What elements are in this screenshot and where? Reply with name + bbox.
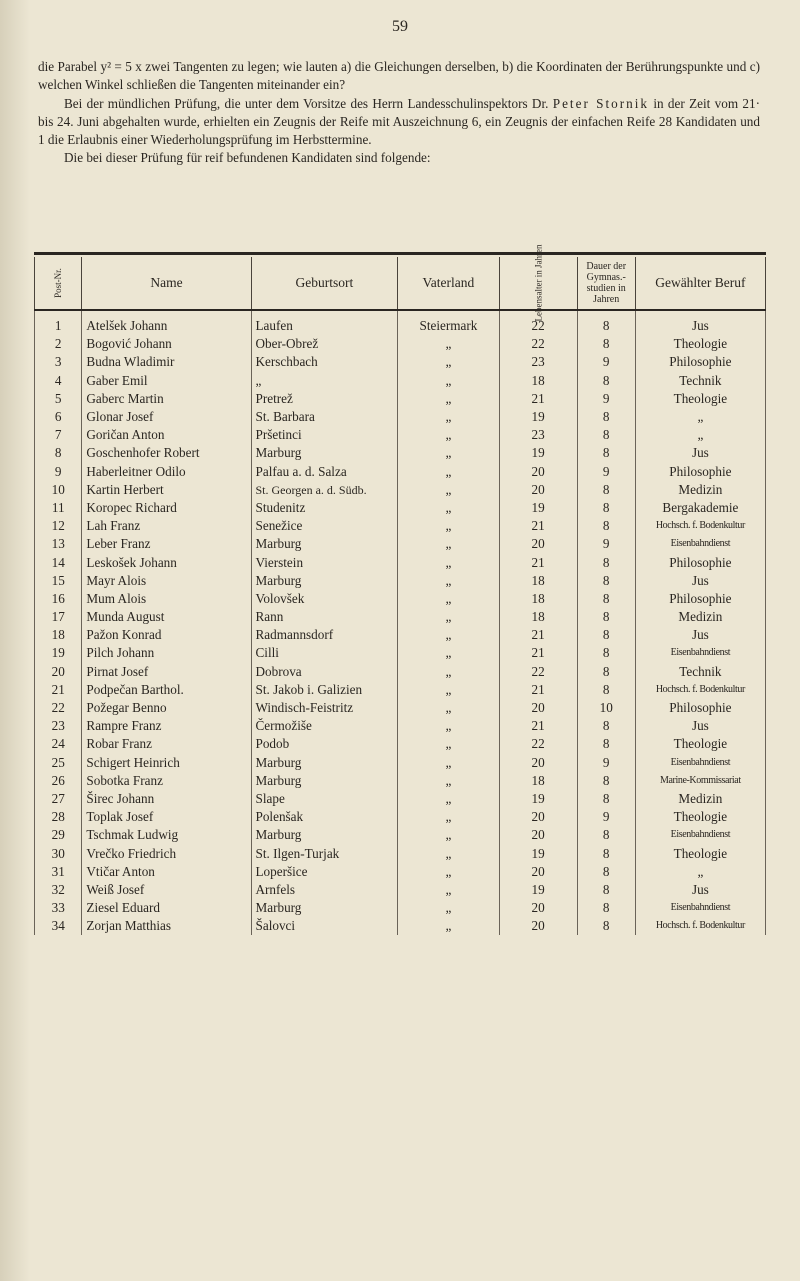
- cell-country: „: [398, 517, 499, 535]
- cell-profession: Theologie: [635, 390, 765, 408]
- cell-name: Požegar Benno: [82, 699, 251, 717]
- cell-duration: 9: [577, 754, 635, 772]
- cell-name: Gaberc Martin: [82, 390, 251, 408]
- cell-age: 19: [499, 499, 577, 517]
- cell-post-nr: 12: [35, 517, 82, 535]
- cell-profession: Jus: [635, 717, 765, 735]
- table-row: [35, 790, 766, 808]
- cell-birthplace: Podob: [251, 735, 398, 753]
- table-row: [35, 717, 766, 735]
- cell-post-nr: 6: [35, 408, 82, 426]
- cell-age: 22: [499, 310, 577, 335]
- cell-duration: 9: [577, 463, 635, 481]
- cell-name: Schigert Heinrich: [82, 754, 251, 772]
- cell-birthplace: Marburg: [251, 772, 398, 790]
- cell-birthplace: Dobrova: [251, 663, 398, 681]
- cell-duration: 8: [577, 517, 635, 535]
- cell-profession: Technik: [635, 372, 765, 390]
- cell-name: Munda August: [82, 608, 251, 626]
- cell-country: „: [398, 535, 499, 553]
- header-post-nr: Post-Nr.: [35, 257, 82, 310]
- cell-name: Zorjan Matthias: [82, 917, 251, 935]
- cell-age: 19: [499, 408, 577, 426]
- cell-duration: 8: [577, 717, 635, 735]
- table-row: [35, 590, 766, 608]
- cell-birthplace: St. Georgen a. d. Südb.: [251, 481, 398, 499]
- table-top-rule: [34, 252, 766, 255]
- cell-birthplace: „: [251, 372, 398, 390]
- cell-post-nr: 22: [35, 699, 82, 717]
- cell-profession: Jus: [635, 310, 765, 335]
- cell-name: Atelšek Johann: [82, 310, 251, 335]
- cell-country: „: [398, 663, 499, 681]
- table-row: [35, 663, 766, 681]
- cell-age: 22: [499, 663, 577, 681]
- cell-age: 23: [499, 426, 577, 444]
- cell-country: „: [398, 754, 499, 772]
- table-header-row: [35, 257, 766, 310]
- cell-post-nr: 24: [35, 735, 82, 753]
- cell-duration: 8: [577, 772, 635, 790]
- cell-post-nr: 5: [35, 390, 82, 408]
- cell-country: „: [398, 772, 499, 790]
- cell-birthplace: Pršetinci: [251, 426, 398, 444]
- cell-age: 18: [499, 572, 577, 590]
- cell-name: Leber Franz: [82, 535, 251, 553]
- cell-age: 20: [499, 863, 577, 881]
- cell-age: 18: [499, 590, 577, 608]
- table-row: [35, 572, 766, 590]
- cell-age: 22: [499, 735, 577, 753]
- cell-age: 18: [499, 608, 577, 626]
- cell-birthplace: Loperšice: [251, 863, 398, 881]
- cell-post-nr: 27: [35, 790, 82, 808]
- cell-name: Weiß Josef: [82, 881, 251, 899]
- cell-country: „: [398, 408, 499, 426]
- cell-birthplace: Marburg: [251, 826, 398, 844]
- cell-post-nr: 7: [35, 426, 82, 444]
- cell-country: „: [398, 481, 499, 499]
- cell-post-nr: 25: [35, 754, 82, 772]
- cell-duration: 8: [577, 553, 635, 571]
- cell-profession: Philosophie: [635, 353, 765, 371]
- cell-profession: „: [635, 408, 765, 426]
- cell-birthplace: Rann: [251, 608, 398, 626]
- cell-post-nr: 11: [35, 499, 82, 517]
- cell-profession: Hochsch. f. Bodenkultur: [635, 517, 765, 535]
- cell-age: 20: [499, 699, 577, 717]
- cell-name: Mayr Alois: [82, 572, 251, 590]
- cell-post-nr: 20: [35, 663, 82, 681]
- cell-country: „: [398, 426, 499, 444]
- cell-country: „: [398, 626, 499, 644]
- cell-age: 21: [499, 553, 577, 571]
- cell-post-nr: 30: [35, 844, 82, 862]
- page-number: 59: [392, 18, 408, 35]
- cell-post-nr: 34: [35, 917, 82, 935]
- cell-name: Tschmak Ludwig: [82, 826, 251, 844]
- cell-profession: Technik: [635, 663, 765, 681]
- table-row: [35, 681, 766, 699]
- table-row: [35, 408, 766, 426]
- cell-country: „: [398, 372, 499, 390]
- cell-duration: 8: [577, 826, 635, 844]
- table-row: [35, 644, 766, 662]
- cell-profession: Eisenbahndienst: [635, 535, 765, 553]
- cell-duration: 8: [577, 917, 635, 935]
- cell-age: 19: [499, 790, 577, 808]
- cell-duration: 8: [577, 644, 635, 662]
- cell-duration: 8: [577, 426, 635, 444]
- cell-profession: Theologie: [635, 844, 765, 862]
- cell-country: „: [398, 808, 499, 826]
- cell-country: „: [398, 863, 499, 881]
- cell-duration: 8: [577, 626, 635, 644]
- cell-name: Koropec Richard: [82, 499, 251, 517]
- cell-country: „: [398, 917, 499, 935]
- table-row: [35, 772, 766, 790]
- table-row: [35, 353, 766, 371]
- cell-post-nr: 15: [35, 572, 82, 590]
- cell-post-nr: 28: [35, 808, 82, 826]
- cell-birthplace: Marburg: [251, 754, 398, 772]
- cell-birthplace: Volovšek: [251, 590, 398, 608]
- cell-post-nr: 3: [35, 353, 82, 371]
- cell-profession: Hochsch. f. Bodenkultur: [635, 917, 765, 935]
- header-age: Lebensalter in Jahren: [499, 257, 577, 310]
- cell-post-nr: 4: [35, 372, 82, 390]
- cell-profession: „: [635, 863, 765, 881]
- cell-duration: 8: [577, 681, 635, 699]
- cell-birthplace: Vierstein: [251, 553, 398, 571]
- cell-profession: Eisenbahndienst: [635, 826, 765, 844]
- cell-birthplace: Kerschbach: [251, 353, 398, 371]
- table-row: [35, 444, 766, 462]
- header-country: Vaterland: [398, 257, 499, 310]
- page-edge-shading: [0, 0, 30, 1281]
- cell-country: „: [398, 717, 499, 735]
- table-row: [35, 844, 766, 862]
- cell-post-nr: 14: [35, 553, 82, 571]
- cell-duration: 8: [577, 863, 635, 881]
- cell-profession: Eisenbahndienst: [635, 644, 765, 662]
- cell-duration: 8: [577, 608, 635, 626]
- cell-country: „: [398, 353, 499, 371]
- cell-duration: 8: [577, 335, 635, 353]
- cell-profession: Theologie: [635, 808, 765, 826]
- cell-birthplace: Šalovci: [251, 917, 398, 935]
- table-row: [35, 917, 766, 935]
- cell-birthplace: Cilli: [251, 644, 398, 662]
- cell-profession: Hochsch. f. Bodenkultur: [635, 681, 765, 699]
- cell-duration: 9: [577, 535, 635, 553]
- cell-duration: 8: [577, 899, 635, 917]
- cell-post-nr: 32: [35, 881, 82, 899]
- cell-name: Širec Johann: [82, 790, 251, 808]
- cell-birthplace: Laufen: [251, 310, 398, 335]
- cell-profession: Eisenbahndienst: [635, 754, 765, 772]
- table-row: [35, 826, 766, 844]
- cell-name: Rampre Franz: [82, 717, 251, 735]
- cell-post-nr: 18: [35, 626, 82, 644]
- cell-duration: 8: [577, 310, 635, 335]
- cell-age: 22: [499, 335, 577, 353]
- cell-name: Pilch Johann: [82, 644, 251, 662]
- cell-country: „: [398, 881, 499, 899]
- cell-duration: 9: [577, 353, 635, 371]
- table-row: [35, 517, 766, 535]
- cell-age: 23: [499, 353, 577, 371]
- cell-age: 20: [499, 481, 577, 499]
- cell-profession: Philosophie: [635, 553, 765, 571]
- cell-post-nr: 9: [35, 463, 82, 481]
- cell-name: Lah Franz: [82, 517, 251, 535]
- cell-profession: Jus: [635, 626, 765, 644]
- cell-post-nr: 10: [35, 481, 82, 499]
- table-row: [35, 390, 766, 408]
- cell-duration: 8: [577, 881, 635, 899]
- cell-birthplace: Polenšak: [251, 808, 398, 826]
- cell-age: 21: [499, 717, 577, 735]
- table-row: [35, 699, 766, 717]
- cell-name: Toplak Josef: [82, 808, 251, 826]
- cell-birthplace: Palfau a. d. Salza: [251, 463, 398, 481]
- cell-name: Pažon Konrad: [82, 626, 251, 644]
- cell-profession: Eisenbahndienst: [635, 899, 765, 917]
- cell-birthplace: St. Barbara: [251, 408, 398, 426]
- header-profession: Gewählter Beruf: [635, 257, 765, 310]
- cell-post-nr: 29: [35, 826, 82, 844]
- header-study-duration: Dauer der Gymnas.-studien in Jahren: [577, 257, 635, 310]
- inspector-name: Peter Stornik: [552, 95, 649, 111]
- cell-name: Haberleitner Odilo: [82, 463, 251, 481]
- cell-post-nr: 23: [35, 717, 82, 735]
- cell-name: Kartin Herbert: [82, 481, 251, 499]
- cell-country: „: [398, 499, 499, 517]
- cell-country: „: [398, 826, 499, 844]
- cell-birthplace: Čermožiše: [251, 717, 398, 735]
- cell-post-nr: 1: [35, 310, 82, 335]
- cell-name: Pirnat Josef: [82, 663, 251, 681]
- cell-profession: „: [635, 426, 765, 444]
- cell-age: 19: [499, 881, 577, 899]
- cell-duration: 8: [577, 590, 635, 608]
- cell-birthplace: Arnfels: [251, 881, 398, 899]
- cell-profession: Medizin: [635, 608, 765, 626]
- table-row: [35, 335, 766, 353]
- cell-age: 20: [499, 535, 577, 553]
- cell-post-nr: 17: [35, 608, 82, 626]
- cell-country: „: [398, 644, 499, 662]
- cell-country: „: [398, 699, 499, 717]
- cell-name: Robar Franz: [82, 735, 251, 753]
- intro-paragraph-1: die Parabel y² = 5 x zwei Tangenten zu legen; wie lauten a) die Gleichungen derselben, b) die Koordinaten der Berührungspunkte und c) welchen Winkel schließen die Tangenten miteinander ein?: [38, 59, 760, 93]
- cell-name: Gaber Emil: [82, 372, 251, 390]
- cell-country: „: [398, 681, 499, 699]
- table-row: [35, 608, 766, 626]
- table-row: [35, 808, 766, 826]
- cell-country: „: [398, 335, 499, 353]
- cell-profession: Theologie: [635, 735, 765, 753]
- table-row: [35, 499, 766, 517]
- cell-name: Goschenhofer Robert: [82, 444, 251, 462]
- cell-duration: 8: [577, 663, 635, 681]
- cell-birthplace: Marburg: [251, 899, 398, 917]
- cell-birthplace: St. Jakob i. Galizien: [251, 681, 398, 699]
- intro-paragraph-2-start: Bei der mündlichen Prüfung, die unter dem Vorsitze des Herrn Landesschulinspektors Dr.: [64, 95, 549, 111]
- cell-country: „: [398, 899, 499, 917]
- header-birthplace: Geburtsort: [251, 257, 398, 310]
- header-name: Name: [82, 257, 251, 310]
- cell-age: 21: [499, 517, 577, 535]
- cell-duration: 8: [577, 408, 635, 426]
- cell-age: 20: [499, 917, 577, 935]
- cell-age: 21: [499, 644, 577, 662]
- table-row: [35, 863, 766, 881]
- cell-country: Steiermark: [398, 310, 499, 335]
- intro-text: [38, 58, 760, 168]
- cell-country: „: [398, 444, 499, 462]
- cell-duration: 9: [577, 390, 635, 408]
- cell-country: „: [398, 463, 499, 481]
- cell-age: 19: [499, 844, 577, 862]
- table-row: [35, 899, 766, 917]
- cell-profession: Jus: [635, 881, 765, 899]
- cell-profession: Jus: [635, 572, 765, 590]
- cell-post-nr: 31: [35, 863, 82, 881]
- cell-post-nr: 33: [35, 899, 82, 917]
- cell-country: „: [398, 790, 499, 808]
- cell-name: Leskošek Johann: [82, 553, 251, 571]
- cell-birthplace: Marburg: [251, 444, 398, 462]
- cell-duration: 8: [577, 572, 635, 590]
- cell-duration: 8: [577, 735, 635, 753]
- cell-name: Vtičar Anton: [82, 863, 251, 881]
- cell-age: 20: [499, 463, 577, 481]
- cell-duration: 9: [577, 808, 635, 826]
- table-row: [35, 881, 766, 899]
- cell-name: Mum Alois: [82, 590, 251, 608]
- cell-duration: 8: [577, 481, 635, 499]
- cell-country: „: [398, 572, 499, 590]
- cell-country: „: [398, 844, 499, 862]
- table-row: [35, 735, 766, 753]
- cell-country: „: [398, 553, 499, 571]
- cell-birthplace: Radmannsdorf: [251, 626, 398, 644]
- cell-name: Podpečan Barthol.: [82, 681, 251, 699]
- cell-name: Ziesel Eduard: [82, 899, 251, 917]
- cell-duration: 8: [577, 844, 635, 862]
- table-row: [35, 463, 766, 481]
- cell-profession: Philosophie: [635, 463, 765, 481]
- intro-paragraph-2: [38, 95, 760, 150]
- cell-age: 21: [499, 390, 577, 408]
- cell-age: 20: [499, 826, 577, 844]
- cell-birthplace: Marburg: [251, 572, 398, 590]
- table-row: [35, 553, 766, 571]
- cell-profession: Marine-Kommissariat: [635, 772, 765, 790]
- cell-birthplace: Studenitz: [251, 499, 398, 517]
- intro-paragraph-3: Die bei dieser Prüfung für reif befundenen Kandidaten sind folgende:: [64, 150, 431, 166]
- cell-age: 18: [499, 372, 577, 390]
- table-row: [35, 372, 766, 390]
- cell-birthplace: Slape: [251, 790, 398, 808]
- cell-profession: Theologie: [635, 335, 765, 353]
- cell-duration: 8: [577, 372, 635, 390]
- cell-age: 21: [499, 681, 577, 699]
- table-row: [35, 626, 766, 644]
- cell-birthplace: Ober-Obrež: [251, 335, 398, 353]
- cell-birthplace: Pretrež: [251, 390, 398, 408]
- graduates-table: [34, 244, 766, 935]
- table-row: [35, 535, 766, 553]
- intro-paragraph-2-end: in der Zeit vom 21· bis 24. Juni abgehalten wurde, erhielten ein Zeugnis der Reife mit Auszeichnung 6, ein Zeugnis der einfachen Reife 28 Kandidaten und 1 die Erlaubnis einer Wiederholungsprüfung im Herbsttermine.: [38, 95, 760, 148]
- cell-country: „: [398, 608, 499, 626]
- cell-country: „: [398, 390, 499, 408]
- cell-post-nr: 16: [35, 590, 82, 608]
- cell-post-nr: 21: [35, 681, 82, 699]
- cell-name: Vrečko Friedrich: [82, 844, 251, 862]
- cell-country: „: [398, 735, 499, 753]
- cell-duration: 8: [577, 499, 635, 517]
- cell-name: Sobotka Franz: [82, 772, 251, 790]
- cell-post-nr: 26: [35, 772, 82, 790]
- cell-post-nr: 13: [35, 535, 82, 553]
- cell-country: „: [398, 590, 499, 608]
- table-row: [35, 481, 766, 499]
- cell-profession: Medizin: [635, 481, 765, 499]
- cell-post-nr: 19: [35, 644, 82, 662]
- cell-birthplace: St. Ilgen-Turjak: [251, 844, 398, 862]
- cell-duration: 8: [577, 790, 635, 808]
- table-row: [35, 426, 766, 444]
- cell-duration: 8: [577, 444, 635, 462]
- cell-profession: Bergakademie: [635, 499, 765, 517]
- cell-birthplace: Marburg: [251, 535, 398, 553]
- cell-age: 19: [499, 444, 577, 462]
- cell-post-nr: 8: [35, 444, 82, 462]
- cell-birthplace: Windisch-Feistritz: [251, 699, 398, 717]
- cell-post-nr: 2: [35, 335, 82, 353]
- cell-age: 18: [499, 772, 577, 790]
- cell-name: Glonar Josef: [82, 408, 251, 426]
- cell-profession: Philosophie: [635, 590, 765, 608]
- cell-profession: Philosophie: [635, 699, 765, 717]
- cell-profession: Medizin: [635, 790, 765, 808]
- table-row: [35, 754, 766, 772]
- cell-profession: Jus: [635, 444, 765, 462]
- table-row: [35, 310, 766, 335]
- cell-age: 20: [499, 754, 577, 772]
- cell-birthplace: Senežice: [251, 517, 398, 535]
- cell-age: 20: [499, 899, 577, 917]
- cell-duration: 10: [577, 699, 635, 717]
- cell-name: Goričan Anton: [82, 426, 251, 444]
- cell-name: Bogović Johann: [82, 335, 251, 353]
- cell-age: 20: [499, 808, 577, 826]
- cell-name: Budna Wladimir: [82, 353, 251, 371]
- cell-age: 21: [499, 626, 577, 644]
